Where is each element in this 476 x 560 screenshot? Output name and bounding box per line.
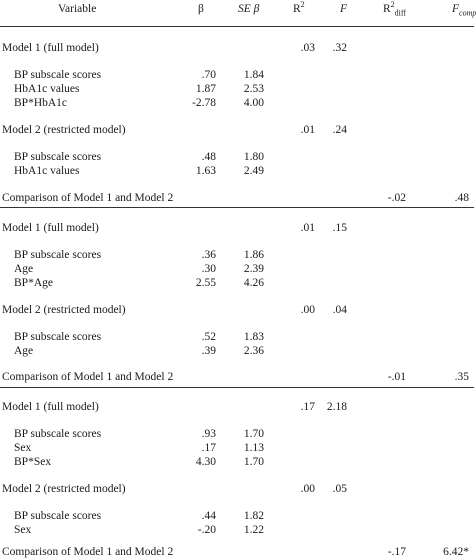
table-row <box>0 454 474 470</box>
r2diff-value: -.17 <box>387 546 406 558</box>
model1-row <box>0 40 474 56</box>
se-value: 4.00 <box>243 97 264 109</box>
fcomp-value: .48 <box>454 192 469 204</box>
fcomp-value: .35 <box>454 371 469 383</box>
variable-name: Sex <box>14 524 32 536</box>
model-label: Model 1 (full model) <box>2 401 99 413</box>
beta-value: .48 <box>201 151 216 163</box>
model-label: Model 2 (restricted model) <box>2 124 126 136</box>
beta-value: 2.55 <box>195 277 216 289</box>
col-se-beta: SE β <box>238 3 260 15</box>
f-value: .24 <box>332 124 347 136</box>
beta-value: .44 <box>201 510 216 522</box>
variable-name: BP*Sex <box>14 456 52 468</box>
variable-name: HbA1c values <box>14 165 80 177</box>
variable-name: Age <box>14 263 34 275</box>
model-label: Model 1 (full model) <box>2 222 99 234</box>
beta-value: .93 <box>201 428 216 440</box>
variable-name: BP*HbA1c <box>14 97 68 109</box>
beta-value: 1.87 <box>195 83 216 95</box>
variable-name: BP*Age <box>14 277 53 289</box>
comparison-row <box>0 369 474 385</box>
model1-row <box>0 220 474 236</box>
se-value: 1.13 <box>243 442 264 454</box>
se-value: 1.22 <box>243 524 264 536</box>
se-value: 2.39 <box>243 263 264 275</box>
col-f: F <box>340 3 348 15</box>
r2-value: .00 <box>300 304 315 316</box>
variable-name: BP subscale scores <box>14 428 102 440</box>
variable-name: Sex <box>14 442 32 454</box>
model-label: Model 2 (restricted model) <box>2 483 126 495</box>
f-value: .32 <box>332 42 347 54</box>
se-value: 1.82 <box>243 510 264 522</box>
beta-value: .17 <box>201 442 216 454</box>
table-row <box>0 275 474 291</box>
comparison-label: Comparison of Model 1 and Model 2 <box>2 546 174 558</box>
se-value: 4.26 <box>243 277 264 289</box>
variable-name: BP subscale scores <box>14 69 102 81</box>
table-row <box>0 163 474 179</box>
model2-row <box>0 302 474 318</box>
variable-name: HbA1c values <box>14 83 80 95</box>
f-value: 2.18 <box>326 401 347 413</box>
r2-value: .00 <box>300 483 315 495</box>
f-value: .15 <box>332 222 347 234</box>
se-value: 2.49 <box>243 165 264 177</box>
variable-name: BP subscale scores <box>14 249 102 261</box>
r2-value: .03 <box>300 42 315 54</box>
beta-value: 4.30 <box>195 456 216 468</box>
col-fcomp: $F_{comp}$ <box>452 3 476 18</box>
model-label: Model 1 (full model) <box>2 42 99 54</box>
r2-value: .01 <box>300 124 315 136</box>
beta-value: .39 <box>201 345 216 357</box>
se-value: 1.70 <box>243 428 264 440</box>
r2diff-value: -.02 <box>387 192 406 204</box>
model1-row <box>0 399 474 415</box>
variable-name: BP subscale scores <box>14 151 102 163</box>
beta-value: -2.78 <box>192 97 216 109</box>
col-r2diff: $R^2_{diff}$ <box>383 0 407 18</box>
beta-value: .30 <box>201 263 216 275</box>
se-value: 1.86 <box>243 249 264 261</box>
se-value: 1.80 <box>243 151 264 163</box>
variable-name: Age <box>14 345 34 357</box>
model-label: Model 2 (restricted model) <box>2 304 126 316</box>
table-header <box>0 1 474 17</box>
comparison-row <box>0 544 474 560</box>
comparison-label: Comparison of Model 1 and Model 2 <box>2 371 174 383</box>
beta-value: 1.63 <box>195 165 216 177</box>
col-r2: $R^2$ <box>293 0 305 15</box>
f-value: .05 <box>332 483 347 495</box>
col-variable: Variable <box>58 3 97 15</box>
model2-row <box>0 481 474 497</box>
f-value: .04 <box>332 304 347 316</box>
variable-name: BP subscale scores <box>14 510 102 522</box>
table-row <box>0 95 474 111</box>
comparison-row <box>0 190 474 206</box>
block-rule <box>0 207 474 208</box>
model2-row <box>0 122 474 138</box>
beta-value: .70 <box>201 69 216 81</box>
header-rule <box>0 26 474 27</box>
r2-value: .17 <box>300 401 315 413</box>
r2diff-value: -.01 <box>387 371 406 383</box>
r2-value: .01 <box>300 222 315 234</box>
se-value: 2.53 <box>243 83 264 95</box>
fcomp-value: 6.42* <box>443 546 469 558</box>
beta-value: .36 <box>201 249 216 261</box>
beta-value: -.20 <box>197 524 216 536</box>
col-beta: β <box>198 3 204 15</box>
variable-name: BP subscale scores <box>14 331 102 343</box>
block-rule <box>0 387 474 388</box>
table-row <box>0 522 474 538</box>
beta-value: .52 <box>201 331 216 343</box>
table-row <box>0 343 474 359</box>
se-value: 1.84 <box>243 69 264 81</box>
se-value: 2.36 <box>243 345 264 357</box>
se-value: 1.70 <box>243 456 264 468</box>
se-value: 1.83 <box>243 331 264 343</box>
comparison-label: Comparison of Model 1 and Model 2 <box>2 192 174 204</box>
